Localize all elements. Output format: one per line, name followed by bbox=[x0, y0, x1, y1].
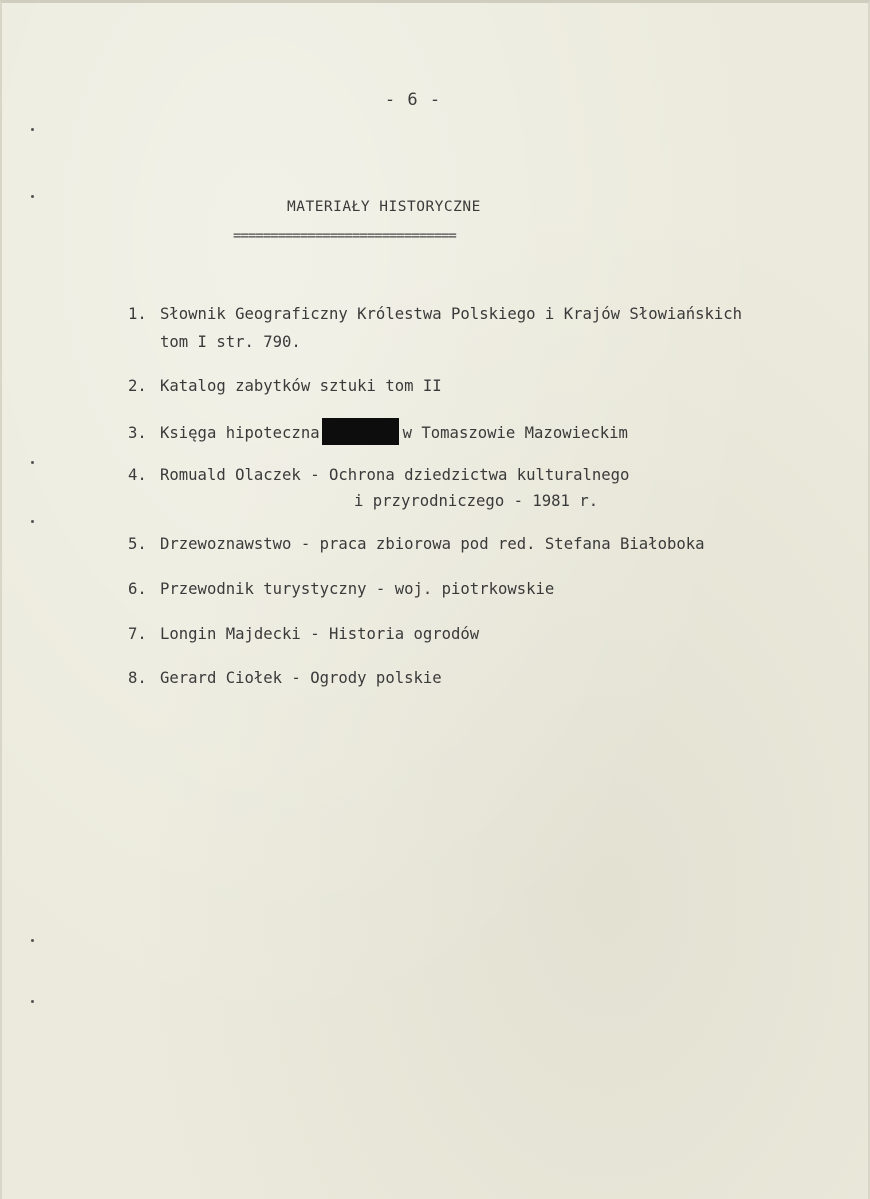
item-continuation: tom I str. 790. bbox=[160, 333, 301, 351]
item-text: Słownik Geograficzny Królestwa Polskiego i Krajów Słowiańskich bbox=[160, 305, 743, 323]
list-item bbox=[128, 373, 442, 399]
section-heading: MATERIAŁY HISTORYCZNE bbox=[287, 199, 481, 215]
list-item bbox=[128, 621, 479, 647]
item-number: 3. bbox=[128, 424, 147, 442]
list-item bbox=[128, 531, 705, 557]
heading-underline: ============================== bbox=[233, 228, 456, 244]
list-item bbox=[128, 301, 742, 327]
item-number: 8. bbox=[128, 669, 147, 687]
item-number: 6. bbox=[128, 580, 147, 598]
item-text: Romuald Olaczek - Ochrona dziedzictwa kulturalnego bbox=[160, 466, 630, 484]
item-number: 5. bbox=[128, 535, 147, 553]
margin-mark bbox=[31, 195, 34, 198]
item-number: 2. bbox=[128, 377, 147, 395]
margin-mark bbox=[31, 1000, 34, 1003]
list-item bbox=[128, 576, 554, 602]
item-text: Przewodnik turystyczny - woj. piotrkowskie bbox=[160, 580, 555, 598]
margin-mark bbox=[31, 939, 34, 942]
list-item bbox=[128, 418, 628, 446]
item-text: Katalog zabytków sztuki tom II bbox=[160, 377, 442, 395]
list-item bbox=[128, 665, 442, 691]
item-text: Drzewoznawstwo - praca zbiorowa pod red. Stefana Białoboka bbox=[160, 535, 705, 553]
margin-mark bbox=[31, 520, 34, 523]
item-continuation: i przyrodniczego - 1981 r. bbox=[354, 492, 599, 510]
margin-mark bbox=[31, 461, 34, 464]
item-text: Longin Majdecki - Historia ogrodów bbox=[160, 625, 480, 643]
item-text: Księga hipoteczna bbox=[160, 424, 320, 442]
redaction-block bbox=[322, 418, 399, 445]
margin-mark bbox=[31, 128, 34, 131]
page-number: - 6 - bbox=[384, 90, 442, 110]
item-number: 7. bbox=[128, 625, 147, 643]
item-number: 4. bbox=[128, 466, 147, 484]
list-item bbox=[128, 462, 629, 488]
item-text: w Tomaszowie Mazowieckim bbox=[402, 424, 628, 442]
item-text: Gerard Ciołek - Ogrody polskie bbox=[160, 669, 442, 687]
item-number: 1. bbox=[128, 305, 147, 323]
